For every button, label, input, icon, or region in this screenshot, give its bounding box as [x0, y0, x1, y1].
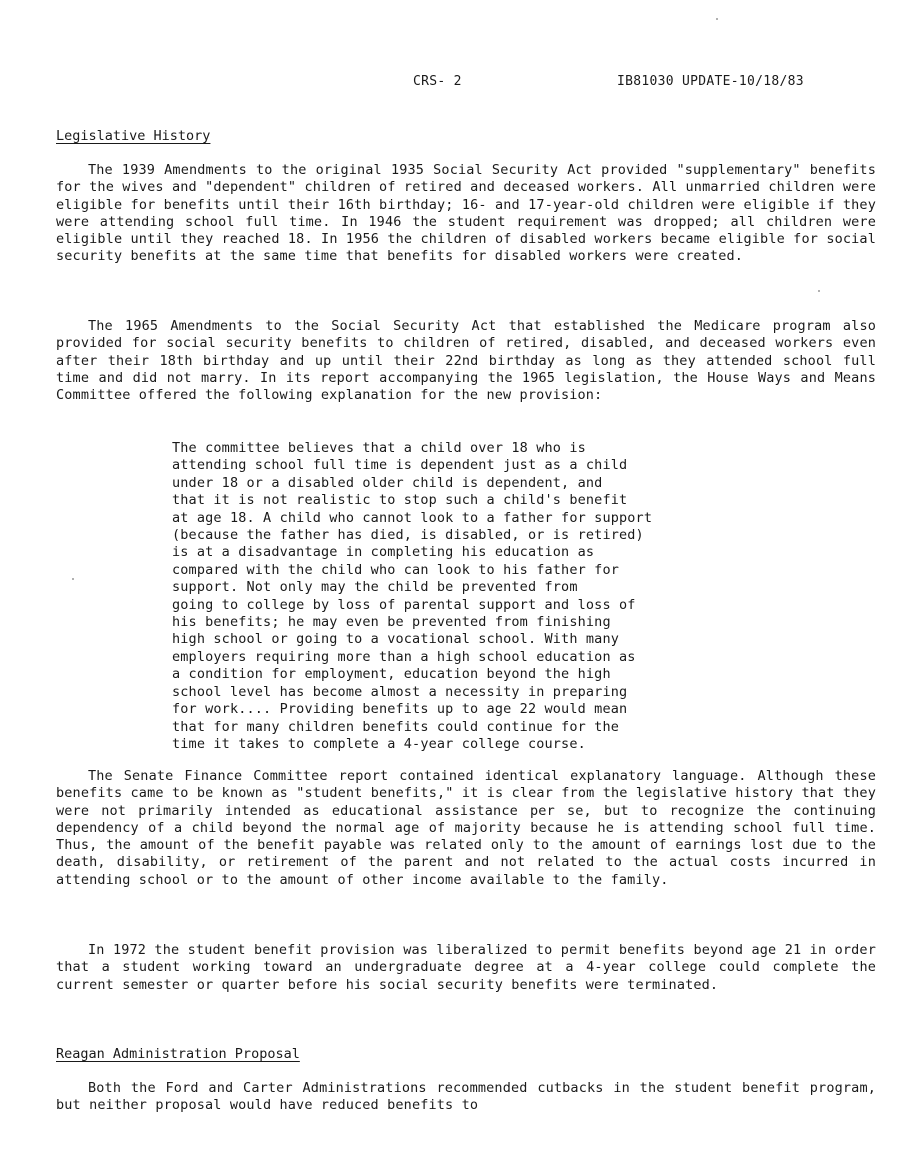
paragraph-ford-carter: Both the Ford and Carter Administrations recommended cutbacks in the student benefit program, but neither proposal would have reduced benefits to: [56, 1080, 876, 1114]
committee-quote: The committee believes that a child over 18 who is attending school full time is dependent just as a child under 18 or a disabled older child is dependent, and that it is not realistic to stop such a child's benefit at age 18. A child who cannot look to a father for support (because the father has died, is disabled, or is retired) is at a disadvantage in completing his education as compared with the child who can look to his father for support. Not only may the child be prevented from going to college by loss of parental support and loss of his benefits; he may even be prevented from finishing high school or going to a vocational school. With many employers requiring more than a high school education as a condition for employment, education beyond the high school level has become almost a necessity in preparing for work.... Providing benefits up to age 22 would mean that for many children benefits could continue for the time it takes to complete a 4-year college course.: [172, 440, 653, 752]
page-number: CRS- 2: [413, 74, 462, 89]
document-id: IB81030 UPDATE-10/18/83: [617, 74, 804, 89]
scan-speck: [716, 18, 718, 20]
section-heading-reagan-proposal: Reagan Administration Proposal: [56, 1046, 300, 1062]
section-heading-legislative-history: Legislative History: [56, 128, 211, 144]
paragraph-senate-finance: The Senate Finance Committee report contained identical explanatory language. Although these benefits came to be known as "student benefits," it is clear from the legislative history that they were not primarily intended as educational assistance per se, but to recognize the continuing dependency of a child beyond the normal age of majority because he is attending school full time. Thus, the amount of the benefit payable was related only to the amount of earnings lost due to the death, disability, or retirement of the parent and not related to the actual costs incurred in attending school or to the amount of other income available to the family.: [56, 768, 876, 888]
paragraph-1972-liberalization: In 1972 the student benefit provision was liberalized to permit benefits beyond age 21 in order that a student working toward an undergraduate degree at a 4-year college could complete the current semester or quarter before his social security benefits were terminated.: [56, 942, 876, 993]
scan-speck: [818, 290, 820, 292]
paragraph-1965-amendments: The 1965 Amendments to the Social Security Act that established the Medicare program also provided for social security benefits to children of retired, disabled, and deceased workers even after their 18th birthday and up until their 22nd birthday as long as they attended school full time and did not marry. In its report accompanying the 1965 legislation, the House Ways and Means Committee offered the following explanation for the new provision:: [56, 318, 876, 404]
scan-speck: [72, 578, 74, 580]
paragraph-1939-amendments: The 1939 Amendments to the original 1935 Social Security Act provided "supplementary" benefits for the wives and "dependent" children of retired and deceased workers. All unmarried children were eligible for benefits until their 16th birthday; 16- and 17-year-old children were eligible if they were attending school full time. In 1946 the student requirement was dropped; all children were eligible until they reached 18. In 1956 the children of disabled workers became eligible for social security benefits at the same time that benefits for disabled workers were created.: [56, 162, 876, 265]
